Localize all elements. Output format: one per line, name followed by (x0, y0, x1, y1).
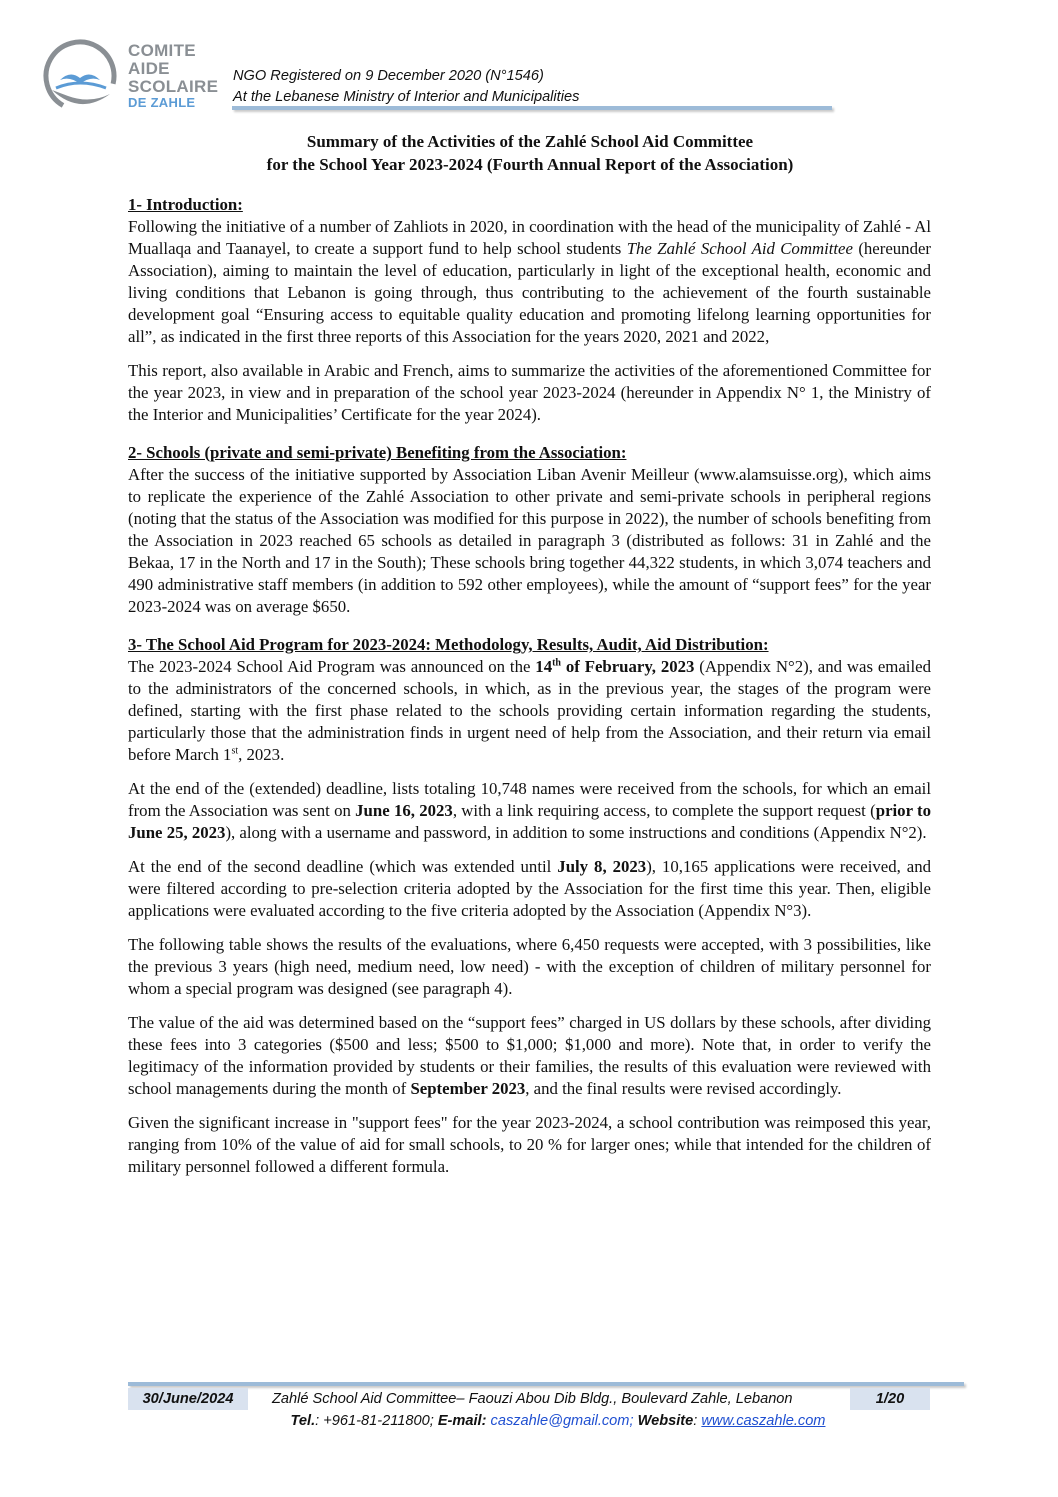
section-introduction (128, 194, 931, 426)
paragraph (128, 216, 931, 348)
bold-run (535, 657, 694, 676)
section-heading: 2- Schools (private and semi-private) Benefiting from the Association: (128, 443, 627, 462)
footer-contact (128, 1410, 988, 1432)
paragraph: This report, also available in Arabic and French, aims to summarize the activities of the aforementioned Committee for the year 2023, in view and in preparation of the school year 2023-2024 (hereunder in Appendix N° 1, the Ministry of the Interior and Municipalities’ Certificate for the year 2024). (128, 361, 931, 424)
text-run: (Appendix N°2), and was emailed to the administrators of the concerned schools, in which, as in the previous year, the stages of the program were defined, starting with the first phase related to the schools providing certain information regarding the students, particularly those that the administration finds in urgent need of help from the Association, and their return via email before March 1 (128, 657, 931, 764)
paragraph: Given the significant increase in "support fees" for the year 2023-2024, a school contribution was reimposed this year, ranging from 10% of the value of aid for small schools, to 20 % for larger ones; while that intended for the children of military personnel followed a different formula. (128, 1113, 931, 1176)
text-run: , with a link requiring access, to complete the support request ( (452, 801, 876, 820)
logo-line-2: AIDE (128, 59, 170, 78)
paragraph (128, 656, 931, 766)
footer-date: 30/June/2024 (128, 1388, 248, 1410)
page-number: 1/20 (850, 1388, 930, 1410)
website-separator: : (693, 1413, 702, 1429)
section-aid-program (128, 634, 931, 1178)
text-run: (hereunder Association), aiming to maintain the level of education, particularly in light of the exceptional health, economic and living conditions that Lebanon is going through, thus contributing to the achievement of the fourth sustainable development goal “Ensuring access to equitable quality education and promoting lifelong learning opportunities for all”, as indicated in the first three reports of this Association for the years 2020, 2021 and 2022, (128, 239, 931, 346)
text-run: The 2023-2024 School Aid Program was announced on the (128, 657, 536, 676)
date-day: 14 (535, 657, 553, 676)
bold-run: September 2023 (410, 1079, 526, 1098)
registration-info (233, 66, 579, 108)
text-run: ), along with a username and password, in addition to some instructions and conditions (Appendix N°2). (225, 823, 927, 842)
text-run: ), 10,165 applications were received, and were filtered according to pre-selection criteria adopted by the Association for the first time this year. Then, eligible applications were evaluated according to the five criteria adopted by the Association (Appendix N°3). (128, 857, 931, 920)
header-divider (232, 106, 832, 110)
text-run: , and the final results were revised accordingly. (525, 1079, 842, 1098)
registration-line-1: NGO Registered on 9 December 2020 (N°1546) (233, 68, 544, 84)
text-run: Following the initiative of a number of Zahliots in 2020, in coordination with the head of the municipality of Zahlé - Al Muallaqa and Taanayel, to create a support fund to help school students (128, 217, 931, 258)
text-run: The value of the aid was determined based on the “support fees” charged in US dollars by these schools, after dividing these fees into 3 categories ($500 and less; $500 to $1,000; $1,000 and more). Note that, in order to verify the legitimacy of the information provided by students or their families, the results of this evaluation were reviewed with school managements during the month of (128, 1013, 931, 1098)
logo-wordmark (128, 42, 218, 110)
tel-label: Tel. (290, 1413, 316, 1429)
website-label: Website (637, 1413, 694, 1429)
paragraph (128, 778, 931, 844)
section-schools (128, 442, 931, 618)
ordinal-suffix: st (231, 745, 239, 757)
text-run: At the end of the second deadline (which was extended until (128, 857, 558, 876)
title-line-1: Summary of the Activities of the Zahlé School Aid Committee (306, 132, 754, 151)
title-line-2: for the School Year 2023-2024 (Fourth Annual Report of the Association) (266, 155, 794, 174)
text-run: At the end of the (extended) deadline, lists totaling 10,748 names were received from the schools, for which an email from the Association was sent on (128, 779, 931, 820)
date-rest: of February, 2023 (560, 657, 695, 676)
paragraph (128, 1012, 931, 1100)
footer-divider (128, 1382, 964, 1386)
email-label: E-mail: (437, 1413, 487, 1429)
website-link[interactable]: www.caszahle.com (701, 1413, 826, 1429)
registration-line-2: At the Lebanese Ministry of Interior and Municipalities (233, 89, 580, 105)
paragraph (128, 856, 931, 922)
email-link[interactable]: caszahle@gmail.com; (490, 1413, 634, 1429)
tel-value: : +961-81-211800; (315, 1413, 438, 1429)
document-title (128, 130, 932, 176)
section-heading: 3- The School Aid Program for 2023-2024: Methodology, Results, Audit, Aid Distribution: (128, 635, 769, 654)
bold-run: July 8, 2023 (557, 857, 647, 876)
paragraph: After the success of the initiative supported by Association Liban Avenir Meilleur (www.alamsuisse.org), which aims to replicate the experience of the Zahlé Association to other private and semi-private schools in peripheral regions (noting that the status of the Association was modified for this purpose in 2022), the number of schools benefiting from the Association in 2023 reached 65 schools as detailed in paragraph 3 (distributed as follows: 31 in Zahlé and the Bekaa, 17 in the North and 17 in the South); These schools bring together 44,322 students, in which 3,074 teachers and 490 administrative staff members (in addition to 592 other employees), while the amount of “support fees” for the year 2023-2024 was on average $650. (128, 465, 931, 616)
logo-line-1: COMITE (128, 41, 196, 60)
paragraph: The following table shows the results of the evaluations, where 6,450 requests were accepted, with 3 possibilities, like the previous 3 years (high need, medium need, low need) - with the exception of children of military personnel for whom a special program was designed (see paragraph 4). (128, 935, 931, 998)
italic-run: The Zahlé School Aid Committee (626, 239, 853, 258)
text-run: , 2023. (238, 745, 285, 764)
bold-run: prior to June 25, 2023 (128, 801, 931, 842)
bold-run: June 16, 2023 (355, 801, 453, 820)
logo-line-3: SCOLAIRE (128, 77, 219, 96)
ordinal-suffix: th (552, 657, 561, 669)
logo-line-4: DE ZAHLE (128, 95, 196, 110)
section-heading: 1- Introduction: (128, 195, 243, 214)
footer-address: Zahlé School Aid Committee– Faouzi Abou Dib Bldg., Boulevard Zahle, Lebanon (272, 1391, 793, 1407)
document-body (128, 194, 931, 1194)
